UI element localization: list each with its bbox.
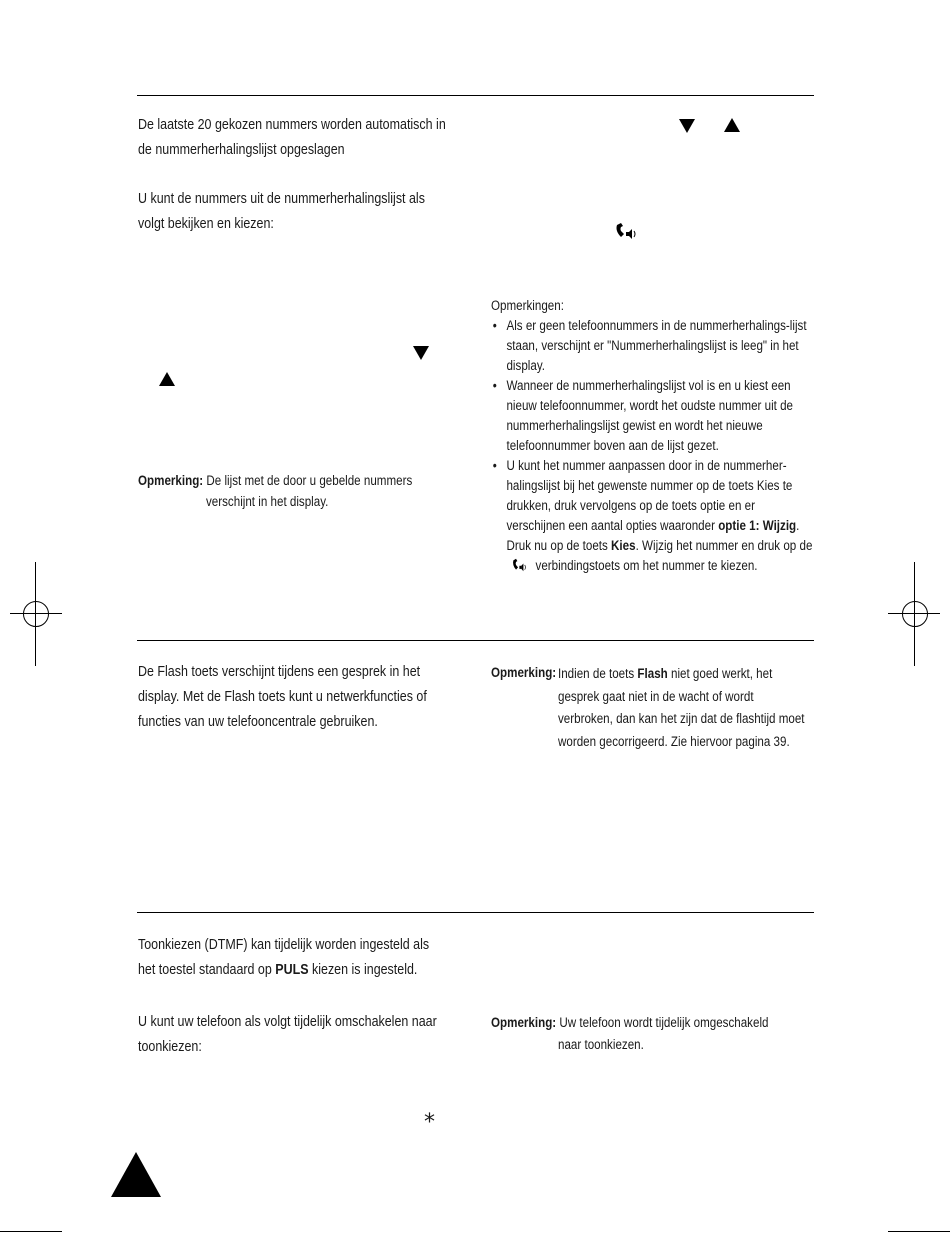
section-rule <box>137 95 814 96</box>
handset-speaker-icon <box>614 222 638 240</box>
note-label: Opmerking: <box>491 1015 557 1030</box>
tone-note <box>491 1013 814 1033</box>
down-arrow-icon <box>679 119 695 133</box>
remark-item: • Wanneer de nummerherhalingslijst vol is en u kiest een nieuw telefoonnummer, wordt het oudste nummer uit de nummerherhalingslijst gewist en wordt het nieuwe telefoonnummer boven aan de lijst gezet. <box>491 376 814 456</box>
body-text: kiezen is ingesteld. <box>312 962 418 978</box>
section-rule <box>137 640 814 641</box>
remark-text: verbindingstoets om het nummer te kiezen. <box>535 558 758 573</box>
tone-dial-instruction: U kunt uw telefoon als volgt tijdelijk omschakelen naar toonkiezen: <box>138 1014 437 1055</box>
remark-text: . Wijzig het nummer en druk op de <box>635 538 813 553</box>
body-text: Toonkiezen (DTMF) kan tijdelijk worden ingesteld als het toestel standaard op <box>138 937 430 978</box>
registration-mark <box>902 601 928 627</box>
redial-intro-text: De laatste 20 gekozen nummers worden automatisch in de nummerherhalingslijst opgeslagen <box>138 117 446 158</box>
star-key-icon: * <box>424 1110 435 1135</box>
note-text: niet goed werkt, het gesprek gaat niet in de wacht of wordt verbroken, dan kan het zijn dat de flashtijd moet worden gecorrigeerd. Zie hiervoor pagina 39. <box>558 666 805 749</box>
up-arrow-icon <box>159 372 175 386</box>
redial-instruction-text: U kunt de nummers uit de nummerherhalingslijst als volgt bekijken en kiezen: <box>138 191 425 232</box>
crop-mark <box>0 1231 62 1232</box>
note-text: Uw telefoon wordt tijdelijk omgeschakeld <box>559 1015 769 1030</box>
remark-text: U kunt het nummer aanpassen door in de nummerher-halingslijst bij het gewenste nummer op de toets Kies te drukken, druk vervolgens op de toets optie en er verschijnen een aantal opties waaronder <box>506 458 793 533</box>
redial-note <box>138 471 448 491</box>
remark-item <box>491 456 814 576</box>
remarks-title: Opmerkingen: <box>491 298 564 313</box>
note-label: Opmerking: <box>138 473 204 488</box>
option-label: optie 1: Wijzig <box>718 518 797 533</box>
handset-speaker-icon <box>510 558 529 572</box>
flash-note-text <box>558 663 807 753</box>
down-arrow-icon <box>413 346 429 360</box>
remarks-list <box>491 316 814 576</box>
flash-note-label <box>491 663 556 683</box>
note-text: De lijst met de door u gebelde nummers <box>206 473 413 488</box>
registration-mark <box>23 601 49 627</box>
redial-note-cont: verschijnt in het display. <box>206 494 329 509</box>
up-arrow-icon <box>724 118 740 132</box>
section-rule <box>137 912 814 913</box>
tone-note-cont: naar toonkiezen. <box>558 1037 644 1052</box>
note-text: Indien de toets <box>558 666 635 681</box>
note-label: Opmerking: <box>491 665 557 680</box>
remark-item: • Als er geen telefoonnummers in de nummerherhalings-lijst staan, verschijnt er "Nummerherhalingslijst is leeg" in het display. <box>491 316 814 376</box>
page-corner-triangle-icon <box>111 1152 161 1197</box>
mode-label: PULS <box>275 962 309 978</box>
tone-dial-intro <box>138 933 448 983</box>
remark-text: . Druk nu op de toets <box>506 518 800 553</box>
crop-mark <box>888 1231 950 1232</box>
flash-description: De Flash toets verschijnt tijdens een gesprek in het display. Met de Flash toets kunt u netwerkfuncties of functies van uw telefooncentrale gebruiken. <box>138 664 427 730</box>
key-label: Kies <box>611 538 636 553</box>
remarks-block <box>491 296 814 576</box>
key-label: Flash <box>637 666 668 681</box>
